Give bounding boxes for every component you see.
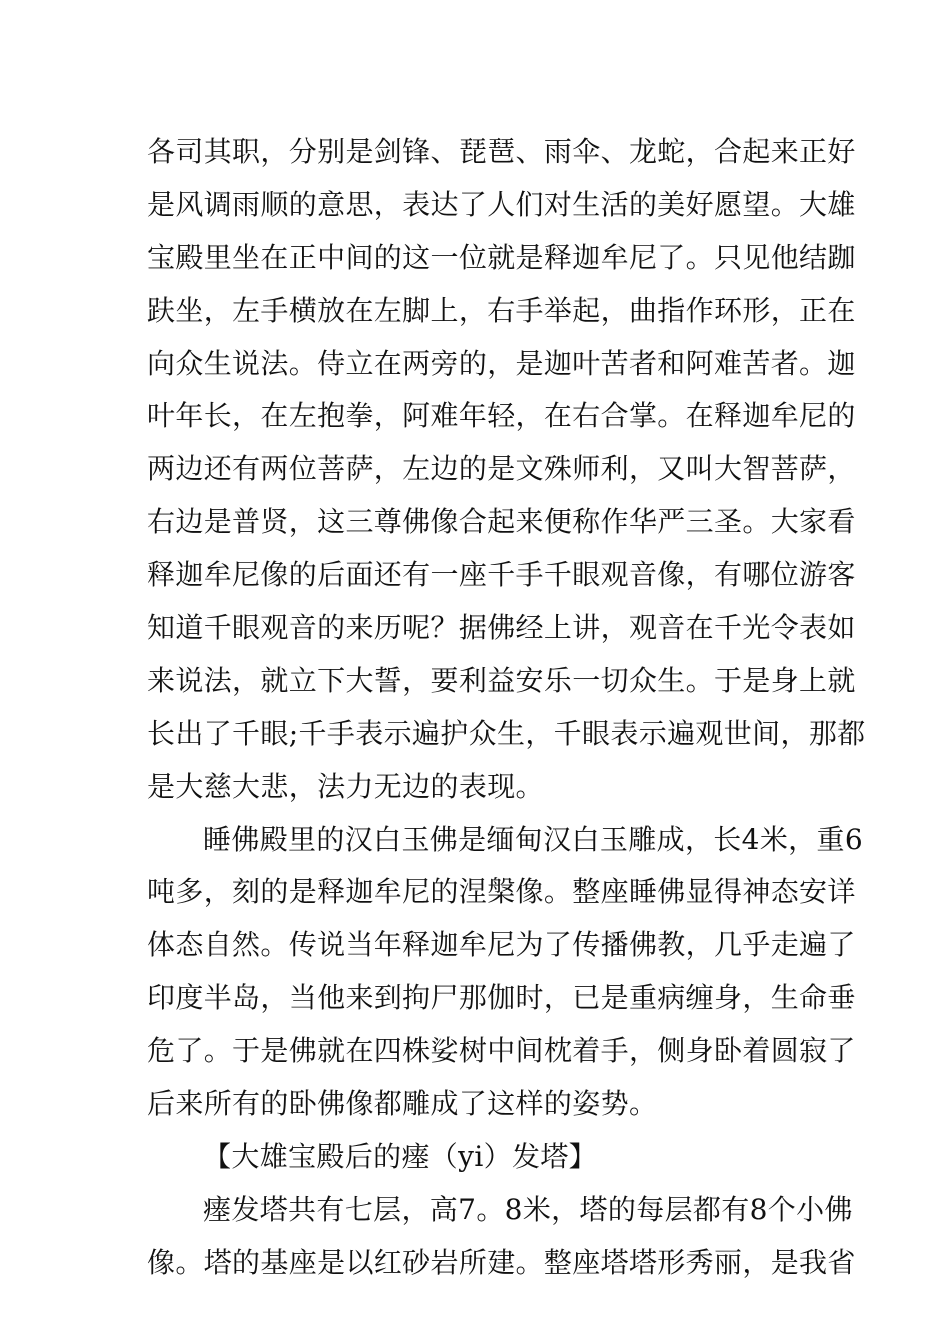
text-line: 各司其职，分别是剑锋、琵琶、雨伞、龙蛇，合起来正好 xyxy=(147,135,856,168)
text-line: 像。塔的基座是以红砂岩所建。整座塔塔形秀丽，是我省 xyxy=(147,1245,856,1279)
body-text xyxy=(147,126,866,1290)
text-line: 体态自然。传说当年释迦牟尼为了传播佛教，几乎走遍了 xyxy=(147,928,856,962)
paragraph-start-line: 瘗发塔共有七层，高7。8米，塔的每层都有8个小佛 xyxy=(203,1192,853,1226)
text-line: 宝殿里坐在正中间的这一位就是释迦牟尼了。只见他结跏 xyxy=(147,240,856,274)
text-line: 两边还有两位菩萨，左边的是文殊师利，又叫大智菩萨， xyxy=(147,452,856,486)
text-line: 吨多，刻的是释迦牟尼的涅槃像。整座睡佛显得神态安详 xyxy=(147,875,856,909)
text-line: 是风调雨顺的意思，表达了人们对生活的美好愿望。大雄 xyxy=(147,187,856,221)
text-line: 知道千眼观音的来历呢？据佛经上讲，观音在千光令表如 xyxy=(147,611,856,645)
text-line: 长出了千眼;千手表示遍护众生，千眼表示遍观世间，那都 xyxy=(147,716,866,750)
text-line: 右边是普贤，这三尊佛像合起来便称作华严三圣。大家看 xyxy=(147,505,856,539)
text-line: 是大慈大悲，法力无边的表现。 xyxy=(147,769,544,803)
text-line: 印度半岛，当他来到拘尸那伽时，已是重病缠身，生命垂 xyxy=(147,981,856,1015)
text-line: 危了。于是佛就在四株娑树中间枕着手，侧身卧着圆寂了 xyxy=(147,1034,856,1068)
text-line: 趺坐，左手横放在左脚上，右手举起，曲指作环形，正在 xyxy=(147,293,856,327)
text-line: 释迦牟尼像的后面还有一座千手千眼观音像，有哪位游客 xyxy=(147,558,856,592)
text-line: 来说法，就立下大誓，要利益安乐一切众生。于是身上就 xyxy=(147,663,856,697)
paragraph-start-line: 睡佛殿里的汉白玉佛是缅甸汉白玉雕成，长4米，重6 xyxy=(203,822,864,856)
text-line: 后来所有的卧佛像都雕成了这样的姿势。 xyxy=(147,1087,658,1121)
text-line: 向众生说法。侍立在两旁的，是迦叶苦者和阿难苦者。迦 xyxy=(147,346,856,380)
text-line: 叶年长，在左抱拳，阿难年轻，在右合掌。在释迦牟尼的 xyxy=(147,399,856,433)
section-heading: 【大雄宝殿后的瘗（yi）发塔】 xyxy=(203,1139,598,1173)
